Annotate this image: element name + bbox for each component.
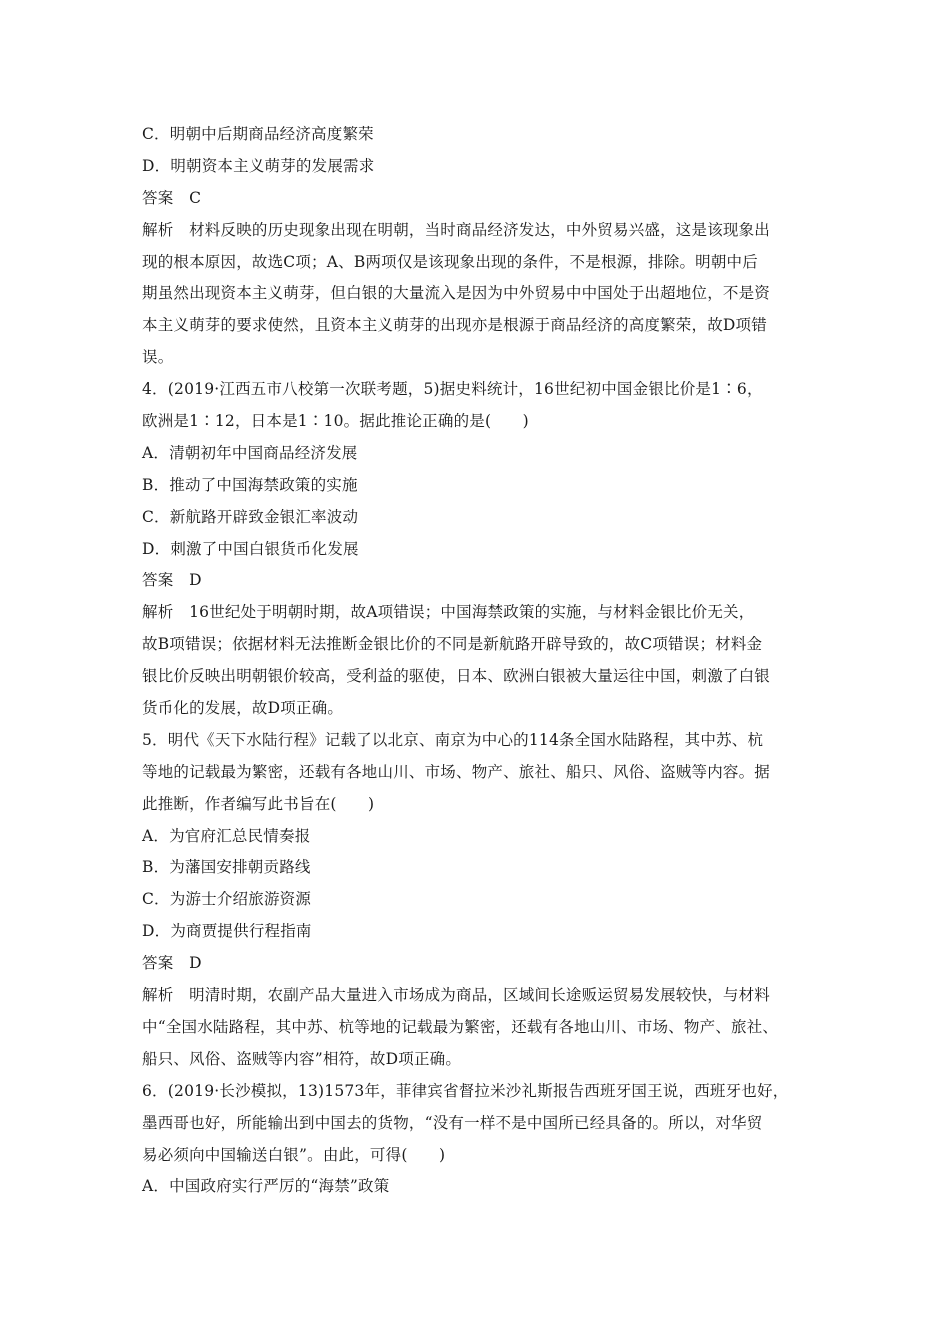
explanation-line: 中“全国水陆路程，其中苏、杭等地的记载最为繁密，还载有各地山川、市场、物产、旅社、 (142, 1017, 779, 1036)
question-5-line: 等地的记载最为繁密，还载有各地山川、市场、物产、旅社、船只、风俗、盗贼等内容。据 (142, 762, 771, 781)
option-a-line: A．为官府汇总民情奏报 (142, 826, 311, 845)
question-4-line: 4．(2019·江西五市八校第一次联考题，5)据史料统计，16世纪初中国金银比价是1∶6， (142, 380, 763, 399)
question-5-line: 5．明代《天下水陆行程》记载了以北京、南京为中心的114条全国水陆路程，其中苏、杭 (142, 730, 764, 749)
answer-line: 答案 D (142, 571, 202, 590)
option-d-line: D．为商贾提供行程指南 (142, 922, 312, 941)
explanation-line: 解析 材料反映的历史现象出现在明朝，当时商品经济发达，中外贸易兴盛，这是该现象出 (142, 220, 771, 239)
page-text (142, 119, 814, 1203)
answer-line: 答案 D (142, 954, 202, 973)
explanation-line: 故B项错误；依据材料无法推断金银比价的不同是新航路开辟导致的，故C项错误；材料金 (142, 635, 763, 654)
explanation-line: 船只、风俗、盗贼等内容”相符，故D项正确。 (142, 1049, 462, 1068)
explanation-line: 现的根本原因，故选C项；A、B两项仅是该现象出现的条件，不是根源，排除。明朝中后 (142, 252, 758, 271)
explanation-line: 银比价反映出明朝银价较高，受利益的驱使，日本、欧洲白银被大量运往中国，刺激了白银 (142, 667, 771, 686)
explanation-line: 误。 (142, 348, 174, 367)
option-a-line: A．清朝初年中国商品经济发展 (142, 443, 358, 462)
explanation-line: 货币化的发展，故D项正确。 (142, 699, 344, 718)
question-6-line: 易必须向中国输送白银”。由此，可得( ) (142, 1145, 446, 1164)
explanation-line: 解析 16世纪处于明朝时期，故A项错误；中国海禁政策的实施，与材料金银比价无关， (142, 603, 755, 622)
option-c-line: C．新航路开辟致金银汇率波动 (142, 507, 359, 526)
explanation-line: 解析 明清时期，农副产品大量进入市场成为商品，区域间长途贩运贸易发展较快，与材料 (142, 986, 771, 1005)
question-4-line: 欧洲是1∶12，日本是1∶10。据此推论正确的是( ) (142, 412, 529, 431)
question-6-line: 6．(2019·长沙模拟，13)1573年，菲律宾省督拉米沙礼斯报告西班牙国王说，西班牙也好， (142, 1081, 789, 1100)
question-6-line: 墨西哥也好，所能输出到中国去的货物，“没有一样不是中国所已经具备的。所以，对华贸 (142, 1113, 763, 1132)
option-d-line: D．刺激了中国白银货币化发展 (142, 539, 359, 558)
explanation-line: 本主义萌芽的要求使然，且资本主义萌芽的出现亦是根源于商品经济的高度繁荣，故D项错 (142, 316, 767, 335)
question-5-line: 此推断，作者编写此书旨在( ) (142, 794, 375, 813)
option-c-line: C．为游士介绍旅游资源 (142, 890, 312, 909)
option-b-line: B．推动了中国海禁政策的实施 (142, 475, 358, 494)
answer-line: 答案 C (142, 188, 202, 207)
option-b-line: B．为藩国安排朝贡路线 (142, 858, 311, 877)
option-c-line: C．明朝中后期商品经济高度繁荣 (142, 125, 374, 143)
option-a-line: A．中国政府实行严厉的“海禁”政策 (142, 1177, 390, 1196)
explanation-line: 期虽然出现资本主义萌芽，但白银的大量流入是因为中外贸易中中国处于出超地位，不是资 (142, 284, 771, 303)
option-d-line: D．明朝资本主义萌芽的发展需求 (142, 156, 375, 175)
